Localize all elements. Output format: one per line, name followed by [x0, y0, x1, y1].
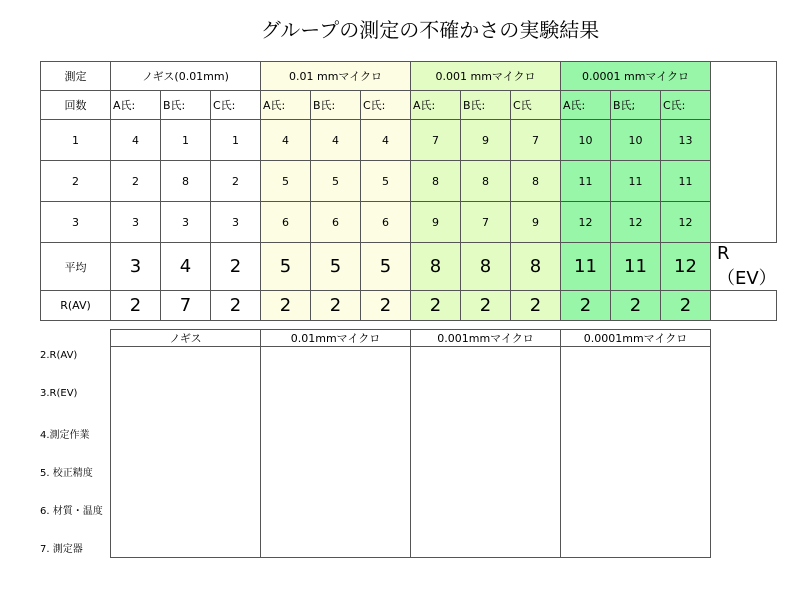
average-cell: 4 [161, 243, 211, 291]
analysis-header-micro-0001: 0.001mmマイクロ [411, 330, 561, 347]
analysis-cell [111, 347, 261, 558]
value-cell: 8 [511, 161, 561, 202]
person-header: A氏: [411, 91, 461, 120]
average-cell: 2 [211, 243, 261, 291]
analysis-cell [561, 347, 711, 558]
value-cell: 2 [211, 161, 261, 202]
row-header-count: 回数 [41, 91, 111, 120]
value-cell: 12 [611, 202, 661, 243]
results-table [40, 61, 777, 321]
analysis-header-micro-00001: 0.0001mmマイクロ [561, 330, 711, 347]
value-cell: 4 [261, 120, 311, 161]
average-cell: 12 [661, 243, 711, 291]
side-cell [711, 120, 777, 161]
person-header: B氏; [611, 91, 661, 120]
row-label-work: 4.測定作業 [40, 430, 90, 441]
person-header: C氏: [361, 91, 411, 120]
value-cell: 4 [311, 120, 361, 161]
group-header-micro-001: 0.01 mmマイクロ [261, 62, 411, 91]
person-header: C氏: [661, 91, 711, 120]
person-header: B氏: [311, 91, 361, 120]
value-cell: 5 [261, 161, 311, 202]
table-row [41, 161, 777, 202]
rav-cell: 2 [211, 291, 261, 321]
value-cell: 3 [211, 202, 261, 243]
analysis-header-micro-001: 0.01mmマイクロ [261, 330, 411, 347]
row-header-measure: 測定 [41, 62, 111, 91]
rav-cell: 2 [511, 291, 561, 321]
value-cell: 11 [561, 161, 611, 202]
rav-cell: 7 [161, 291, 211, 321]
average-cell: 11 [611, 243, 661, 291]
value-cell: 4 [361, 120, 411, 161]
person-header: A氏: [111, 91, 161, 120]
value-cell: 6 [361, 202, 411, 243]
average-label: 平均 [41, 243, 111, 291]
rav-cell: 2 [611, 291, 661, 321]
value-cell: 8 [161, 161, 211, 202]
side-cell [711, 161, 777, 202]
row-label: 1 [41, 120, 111, 161]
value-cell: 8 [461, 161, 511, 202]
rav-cell: 2 [361, 291, 411, 321]
average-cell: 5 [361, 243, 411, 291]
person-header: C氏: [211, 91, 261, 120]
person-header: C氏 [511, 91, 561, 120]
side-cell [711, 62, 777, 91]
value-cell: 6 [261, 202, 311, 243]
value-cell: 6 [311, 202, 361, 243]
value-cell: 8 [411, 161, 461, 202]
row-label: 2 [41, 161, 111, 202]
value-cell: 5 [311, 161, 361, 202]
average-cell: 5 [261, 243, 311, 291]
rav-cell: 2 [661, 291, 711, 321]
value-cell: 12 [661, 202, 711, 243]
side-cell [711, 291, 777, 321]
rav-cell: 2 [311, 291, 361, 321]
value-cell: 5 [361, 161, 411, 202]
side-cell [711, 202, 777, 243]
person-header: A氏: [561, 91, 611, 120]
rav-row [41, 291, 777, 321]
value-cell: 7 [511, 120, 561, 161]
value-cell: 4 [111, 120, 161, 161]
value-cell: 13 [661, 120, 711, 161]
person-header: A氏: [261, 91, 311, 120]
rav-cell: 2 [561, 291, 611, 321]
value-cell: 11 [661, 161, 711, 202]
average-cell: 8 [411, 243, 461, 291]
average-cell: 3 [111, 243, 161, 291]
r-ev-label: R（EV） [711, 243, 777, 291]
side-cell [711, 91, 777, 120]
table-row [41, 120, 777, 161]
average-cell: 8 [461, 243, 511, 291]
row-label-r-ev: 3.R(EV) [40, 388, 78, 399]
analysis-cell [261, 347, 411, 558]
person-header: B氏: [161, 91, 211, 120]
average-cell: 5 [311, 243, 361, 291]
rav-cell: 2 [461, 291, 511, 321]
analysis-table [110, 329, 711, 558]
average-cell: 8 [511, 243, 561, 291]
value-cell: 1 [161, 120, 211, 161]
value-cell: 3 [111, 202, 161, 243]
value-cell: 10 [611, 120, 661, 161]
row-label-calibration: 5. 校正精度 [40, 468, 93, 479]
value-cell: 9 [411, 202, 461, 243]
average-cell: 11 [561, 243, 611, 291]
value-cell: 2 [111, 161, 161, 202]
rav-cell: 2 [111, 291, 161, 321]
value-cell: 1 [211, 120, 261, 161]
row-label-material: 6. 材質・温度 [40, 506, 103, 517]
value-cell: 7 [411, 120, 461, 161]
value-cell: 9 [461, 120, 511, 161]
rav-cell: 2 [261, 291, 311, 321]
page-title: グループの測定の不確かさの実験結果 [260, 18, 600, 42]
rav-label: R(AV) [41, 291, 111, 321]
value-cell: 11 [611, 161, 661, 202]
group-header-micro-00001: 0.0001 mmマイクロ [561, 62, 711, 91]
value-cell: 10 [561, 120, 611, 161]
value-cell: 9 [511, 202, 561, 243]
value-cell: 3 [161, 202, 211, 243]
row-label: 3 [41, 202, 111, 243]
person-header: B氏: [461, 91, 511, 120]
value-cell: 7 [461, 202, 511, 243]
table-row [41, 202, 777, 243]
value-cell: 12 [561, 202, 611, 243]
group-header-micro-0001: 0.001 mmマイクロ [411, 62, 561, 91]
analysis-header-caliper: ノギス [111, 330, 261, 347]
group-header-caliper: ノギス(0.01mm) [111, 62, 261, 91]
average-row [41, 243, 777, 291]
analysis-cell [411, 347, 561, 558]
row-label-r-av: 2.R(AV) [40, 350, 78, 361]
row-label-instrument: 7. 測定器 [40, 544, 83, 555]
rav-cell: 2 [411, 291, 461, 321]
